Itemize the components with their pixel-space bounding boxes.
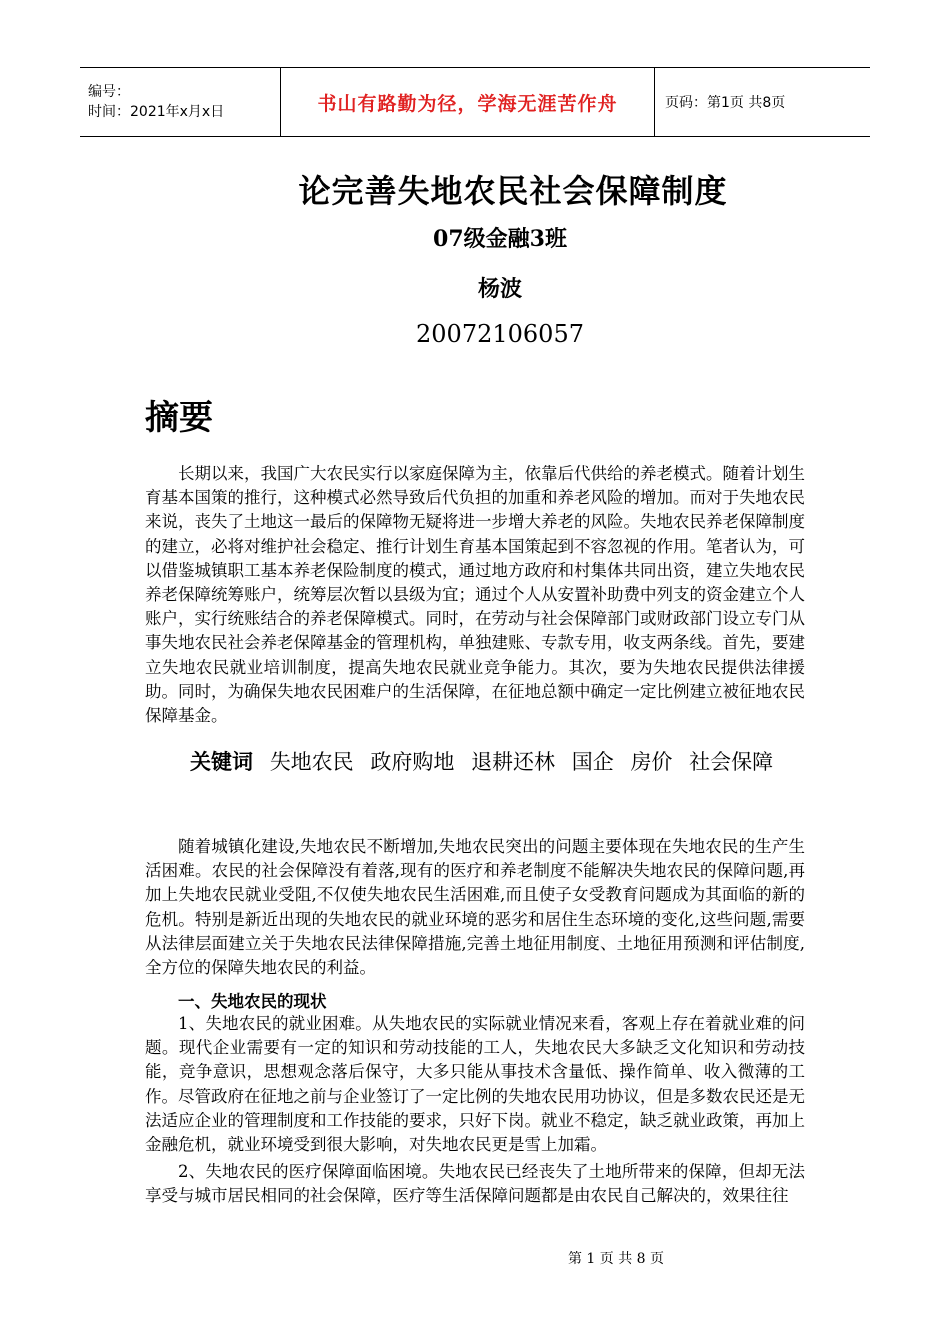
intro-paragraph: 随着城镇化建设,失地农民不断增加,失地农民突出的问题主要体现在失地农民的生产生活困难。农民的社会保障没有着落,现有的医疗和养老制度不能解决失地农民的保障问题,再加上失地农民就业受阻,不仅使失地农民生活困难,而且使子女受教育问题成为其面临的新的危机。特别是新近出现的失地农民的就业环境的恶劣和居住生态环境的变化,这些问题,需要从法律层面建立关于失地农民法律保障措施,完善土地征用制度、土地征用预测和评估制度,全方位的保障失地农民的利益。 [145,837,805,978]
header-table [80,67,870,137]
date-label: 时间：2021年x月x日 [88,104,225,120]
section-heading: 一、失地农民的现状 [178,992,327,1011]
keywords-label: 关键词 [190,750,253,774]
page-footer: 第 1 页 共 8 页 [567,1251,665,1267]
abstract-heading: 摘要 [145,398,213,438]
keyword-item: 失地农民 [269,750,354,774]
keyword-item: 政府购地 [370,750,455,774]
keywords-line [190,746,783,776]
keyword-item: 社会保障 [689,750,774,774]
body-paragraph-2: 2、失地农民的医疗保障面临困境。失地农民已经丧失了土地所带来的保障，但却无法享受与城市居民相同的社会保障，医疗等生活保障问题都是由农民自己解决的，效果往往 [145,1162,805,1206]
author-name: 杨波 [477,276,522,302]
number-label: 编号： [88,84,130,100]
header-motto-cell [281,68,655,136]
abstract-paragraph: 长期以来，我国广大农民实行以家庭保障为主，依靠后代供给的养老模式。随着计划生育基本国策的推行，这种模式必然导致后代负担的加重和养老风险的增加。而对于失地农民来说，丧失了土地这一最后的保障物无疑将进一步增大养老的风险。失地农民养老保障制度的建立，必将对维护社会稳定、推行计划生育基本国策起到不容忽视的作用。笔者认为，可以借鉴城镇职工基本养老保险制度的模式，通过地方政府和村集体共同出资，建立失地农民养老保障统筹账户，统筹层次暂以县级为宜；通过个人从安置补助费中列支的资金建立个人账户，实行统账结合的养老保障模式。同时，在劳动与社会保障部门或财政部门设立专门从事失地农民社会养老保障基金的管理机构，单独建账、专款专用，收支两条线。首先，要建立失地农民就业培训制度，提高失地农民就业竞争能力。其次，要为失地农民提供法律援助。同时，为确保失地农民困难户的生活保障，在征地总额中确定一定比例建立被征地农民保障基金。 [145,464,805,726]
header-info-cell [80,68,281,136]
keyword-item: 国企 [571,750,614,774]
student-id: 20072106057 [416,320,584,348]
class-line: 07级金融3班 [433,226,567,252]
keyword-item: 退耕还林 [471,750,556,774]
body-paragraph-1: 1、失地农民的就业困难。从失地农民的实际就业情况来看，客观上存在着就业难的问题。现代企业需要有一定的知识和劳动技能的工人，失地农民大多缺乏文化知识和劳动技能，竞争意识，思想观念落后保守，大多只能从事技术含量低、操作简单、收入微薄的工作。尽管政府在征地之前与企业签订了一定比例的失地农民用功协议，但是多数农民还是无法适应企业的管理制度和工作技能的要求，只好下岗。就业不稳定，缺乏就业政策，再加上金融危机，就业环境受到很大影响，对失地农民更是雪上加霜。 [145,1014,805,1155]
header-page-cell [655,68,870,136]
keyword-item: 房价 [630,750,673,774]
motto: 书山有路勤为径，学海无涯苦作舟 [317,92,618,115]
page-label: 页码：第1页 共8页 [665,95,786,111]
document-title: 论完善失地农民社会保障制度 [298,172,728,210]
